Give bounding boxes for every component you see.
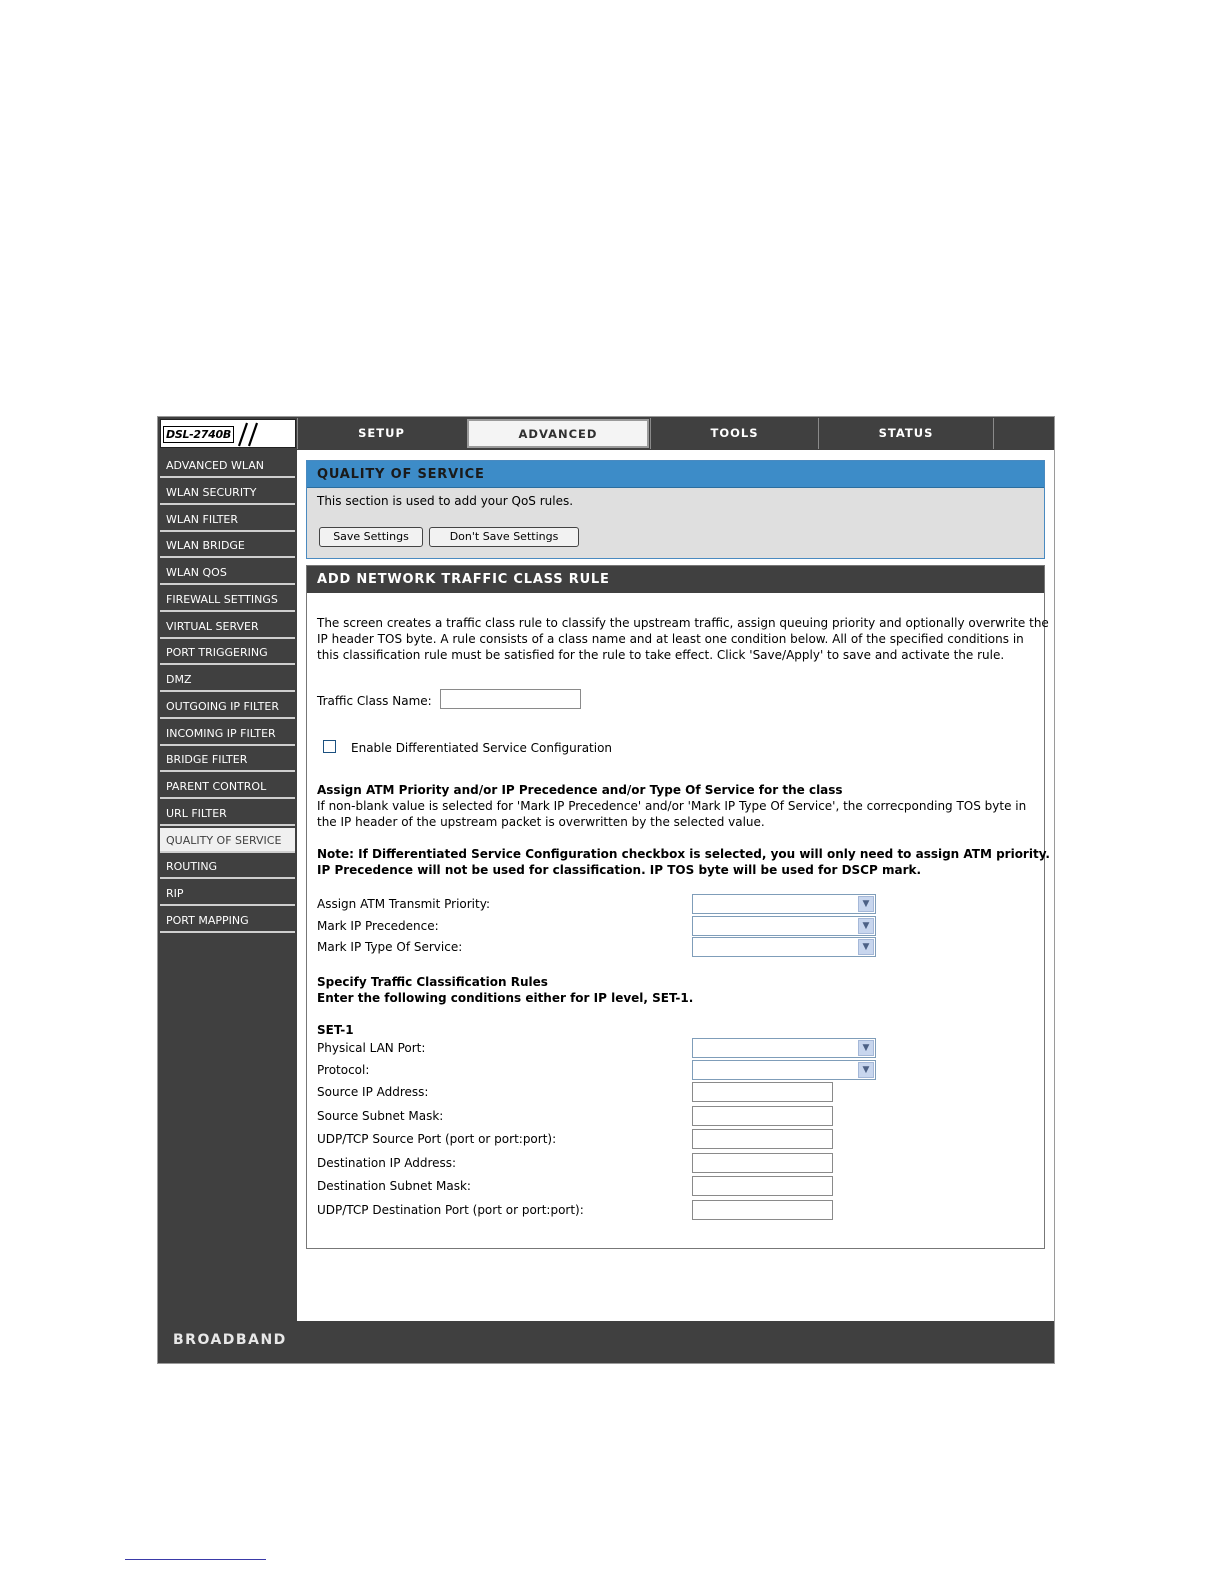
intro-line-2: IP header TOS byte. A rule consists of a class name and at least one condition below. All of the specified conditions in (317, 632, 1024, 646)
destination-ip-input[interactable] (692, 1153, 833, 1173)
sidebar-item-incoming-ip-filter[interactable]: INCOMING IP FILTER (160, 721, 295, 746)
ip-precedence-select[interactable] (692, 916, 876, 936)
sidebar-item-routing[interactable]: ROUTING (160, 854, 295, 879)
specify-subheading: Enter the following conditions either for IP level, SET-1. (317, 991, 694, 1005)
assign-text-line-2: the IP header of the upstream packet is overwritten by the selected value. (317, 815, 765, 829)
note-line-1: Note: If Differentiated Service Configuration checkbox is selected, you will only need to assign ATM priority. (317, 847, 1050, 861)
chevron-down-icon: ▼ (858, 1040, 874, 1056)
ip-tos-select[interactable] (692, 937, 876, 957)
source-ip-input[interactable] (692, 1082, 833, 1102)
atm-priority-select[interactable] (692, 894, 876, 914)
traffic-class-name-label: Traffic Class Name: (317, 694, 432, 708)
sidebar-item-advanced-wlan[interactable]: ADVANCED WLAN (160, 453, 295, 478)
ip-precedence-label: Mark IP Precedence: (317, 919, 439, 933)
diffserv-checkbox[interactable] (323, 740, 336, 753)
traffic-class-rule-section (306, 565, 1050, 1249)
intro-line-3: this classification rule must be satisfied for the rule to take effect. Click 'Save/Apply' to save and activate the rule. (317, 648, 1005, 662)
traffic-class-name-input[interactable] (440, 689, 581, 709)
sidebar-item-parent-control[interactable]: PARENT CONTROL (160, 774, 295, 799)
sidebar-item-quality-of-service[interactable]: QUALITY OF SERVICE (160, 828, 295, 853)
chevron-down-icon: ▼ (858, 1062, 874, 1078)
note-line-2: IP Precedence will not be used for classification. IP TOS byte will be used for DSCP mark. (317, 863, 922, 877)
atm-priority-label: Assign ATM Transmit Priority: (317, 897, 490, 911)
chevron-down-icon: ▼ (858, 918, 874, 934)
qos-section (306, 460, 1045, 559)
sidebar-item-wlan-security[interactable]: WLAN SECURITY (160, 480, 295, 505)
sidebar-item-virtual-server[interactable]: VIRTUAL SERVER (160, 614, 295, 639)
destination-ip-label: Destination IP Address: (317, 1156, 457, 1170)
lan-port-label: Physical LAN Port: (317, 1041, 426, 1055)
specify-heading: Specify Traffic Classification Rules (317, 975, 548, 989)
sidebar-item-wlan-qos[interactable]: WLAN QOS (160, 560, 295, 585)
sidebar-item-outgoing-ip-filter[interactable]: OUTGOING IP FILTER (160, 694, 295, 719)
qos-section-title: QUALITY OF SERVICE (307, 461, 1044, 488)
footer-brand: BROADBAND (173, 1332, 287, 1348)
diffserv-label: Enable Differentiated Service Configuration (351, 741, 613, 755)
slash-icon (235, 421, 263, 447)
tab-tools[interactable]: TOOLS (650, 418, 818, 449)
top-navigation-bar (158, 417, 1054, 450)
device-model: DSL-2740B (163, 426, 234, 443)
sidebar-item-port-triggering[interactable]: PORT TRIGGERING (160, 640, 295, 665)
ip-tos-label: Mark IP Type Of Service: (317, 940, 463, 954)
sidebar-item-wlan-filter[interactable]: WLAN FILTER (160, 507, 295, 532)
sidebar-item-rip[interactable]: RIP (160, 881, 295, 906)
sidebar-item-dmz[interactable]: DMZ (160, 667, 295, 692)
tab-spacer (993, 418, 1054, 449)
protocol-select[interactable] (692, 1060, 876, 1080)
router-admin-window (157, 416, 1055, 1364)
sidebar (158, 450, 297, 1321)
chevron-down-icon: ▼ (858, 939, 874, 955)
sidebar-item-bridge-filter[interactable]: BRIDGE FILTER (160, 747, 295, 772)
rule-section-title: ADD NETWORK TRAFFIC CLASS RULE (307, 566, 1044, 593)
chevron-down-icon: ▼ (858, 896, 874, 912)
dont-save-settings-button[interactable]: Don't Save Settings (429, 527, 579, 547)
lan-port-select[interactable] (692, 1038, 876, 1058)
destination-mask-input[interactable] (692, 1176, 833, 1196)
destination-port-input[interactable] (692, 1200, 833, 1220)
assign-heading: Assign ATM Priority and/or IP Precedence and/or Type Of Service for the class (317, 783, 843, 797)
intro-line-1: The screen creates a traffic class rule to classify the upstream traffic, assign queuing priority and optionally overwrite the (317, 616, 1049, 630)
tab-setup[interactable]: SETUP (297, 418, 465, 449)
footnote-divider (125, 1559, 266, 1560)
assign-text-line-1: If non-blank value is selected for 'Mark IP Precedence' and/or 'Mark IP Type Of Service', the correcponding TOS byte in (317, 799, 1027, 813)
sidebar-item-firewall-settings[interactable]: FIREWALL SETTINGS (160, 587, 295, 612)
tab-status[interactable]: STATUS (818, 418, 993, 449)
sidebar-item-url-filter[interactable]: URL FILTER (160, 801, 295, 826)
source-ip-label: Source IP Address: (317, 1085, 429, 1099)
source-port-label: UDP/TCP Source Port (port or port:port): (317, 1132, 557, 1146)
sidebar-item-wlan-bridge[interactable]: WLAN BRIDGE (160, 533, 295, 558)
source-mask-label: Source Subnet Mask: (317, 1109, 444, 1123)
save-settings-button[interactable]: Save Settings (319, 527, 423, 547)
device-logo (160, 419, 296, 448)
set-1-label: SET-1 (317, 1023, 354, 1037)
destination-mask-label: Destination Subnet Mask: (317, 1179, 471, 1193)
protocol-label: Protocol: (317, 1063, 370, 1077)
sidebar-item-port-mapping[interactable]: PORT MAPPING (160, 908, 295, 933)
footer-bar (158, 1321, 1054, 1364)
tab-advanced[interactable]: ADVANCED (467, 419, 649, 448)
destination-port-label: UDP/TCP Destination Port (port or port:port): (317, 1203, 584, 1217)
source-port-input[interactable] (692, 1129, 833, 1149)
qos-description: This section is used to add your QoS rules. (317, 494, 574, 508)
source-mask-input[interactable] (692, 1106, 833, 1126)
